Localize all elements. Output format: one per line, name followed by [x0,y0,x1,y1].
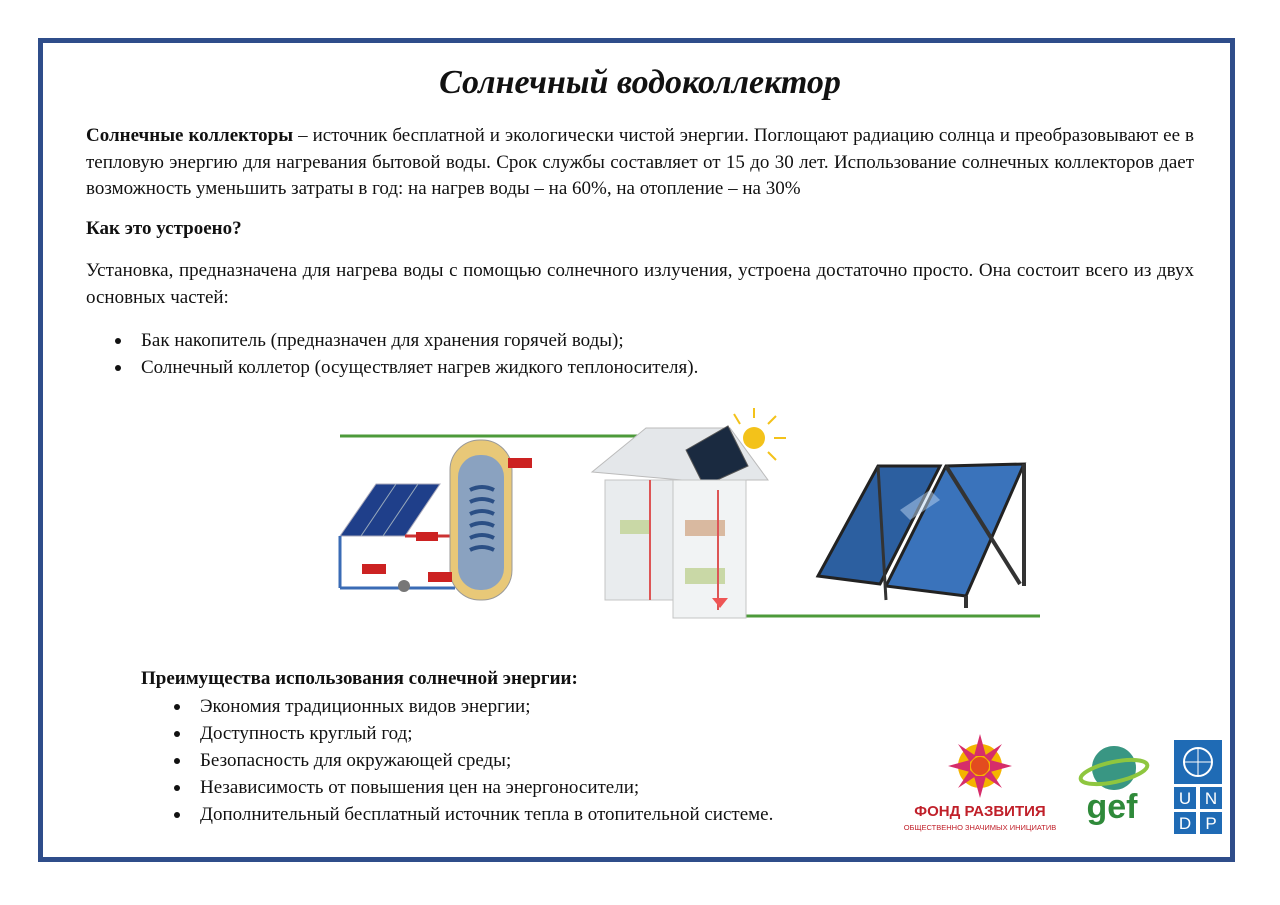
solar-system-illustration [330,400,1050,630]
how-heading: Как это устроено? [86,218,242,239]
fund-subtitle: ОБЩЕСТВЕННО ЗНАЧИМЫХ ИНИЦИАТИВ [903,823,1057,832]
house-icon [592,408,786,618]
list-item: Независимость от повышения цен на энергоносители; [200,774,773,801]
benefits-heading: Преимущества использования солнечной энергии: [141,668,578,689]
list-item: Экономия традиционных видов энергии; [200,693,773,720]
list-item: Бак накопитель (предназначен для хранения горячей воды); [141,327,698,354]
how-paragraph: Установка, предназначена для нагрева воды с помощью солнечного излучения, устроена достаточно просто. Она состоит всего из двух основных частей: [86,260,1194,308]
undp-letter-n: N [1204,789,1218,808]
fund-star-icon [948,734,1012,798]
collector-and-tank-icon [340,440,532,600]
gef-wordmark: gef [1086,788,1138,826]
fund-name: ФОНД РАЗВИТИЯ [914,803,1046,820]
list-item: Доступность круглый год; [200,720,773,747]
bullet-icon [174,785,180,791]
bullet-icon [115,365,121,371]
parts-list [141,327,698,381]
list-item: Дополнительный бесплатный источник тепла в отопительной системе. [200,801,773,828]
page-title: Солнечный водоколлектор [439,64,841,101]
intro-paragraph [86,123,1194,203]
bullet-icon [174,758,180,764]
intro-bold-term: Солнечные коллекторы [86,125,294,146]
sponsor-logos [896,726,1226,838]
benefits-list [200,693,773,828]
list-item: Солнечный коллетор (осуществляет нагрев жидкого теплоносителя). [141,354,698,381]
bullet-icon [174,812,180,818]
undp-letter-u: U [1178,789,1192,808]
bullet-icon [115,338,121,344]
flat-solar-panels-icon [818,464,1024,608]
bullet-icon [174,704,180,710]
undp-letter-p: P [1205,814,1217,833]
list-item: Безопасность для окружающей среды; [200,747,773,774]
bullet-icon [174,731,180,737]
intro-text: – источник бесплатной и экологически чистой энергии. Поглощают радиацию солнца и преобразовывают ее в тепловую энергию для нагревания бытовой воды. Срок службы составляет от 15 до 30 лет. Использование солнечных коллекторов дает возможность уменьшить затраты в год: на нагрев воды – на 60%, на отопление – на 30% [86,125,1194,199]
undp-letter-d: D [1178,814,1192,833]
gef-globe-icon [1079,746,1150,790]
